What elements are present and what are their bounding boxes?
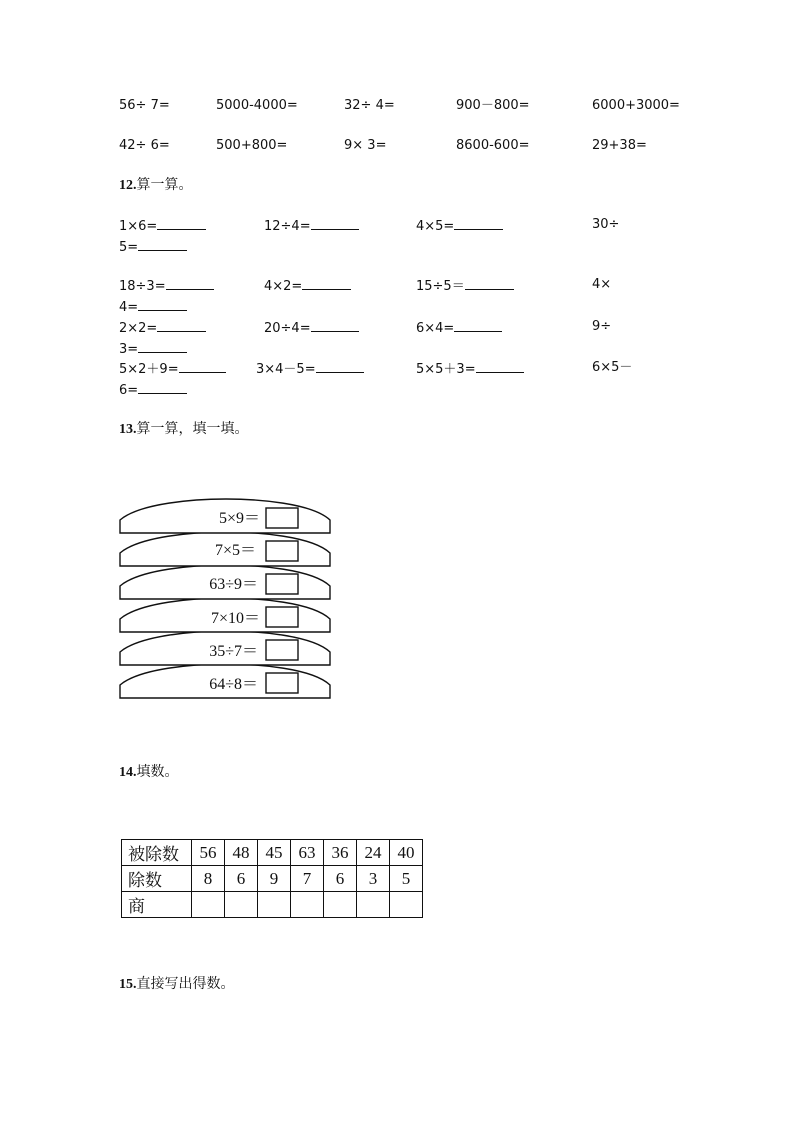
problem-text: 3×4－5= bbox=[256, 362, 316, 377]
quotient-answer-cell[interactable] bbox=[390, 892, 423, 918]
problem-text: 5000-4000= bbox=[216, 98, 298, 113]
question-number: 15. bbox=[119, 977, 137, 992]
answer-box[interactable] bbox=[266, 607, 298, 627]
question-title: 算一算，填一填。 bbox=[136, 421, 249, 437]
row-label: 被除数 bbox=[122, 840, 192, 866]
answer-box[interactable] bbox=[266, 541, 298, 561]
problem-text: 6= bbox=[119, 383, 139, 398]
answer-box[interactable] bbox=[266, 673, 298, 693]
answer-box[interactable] bbox=[266, 640, 298, 660]
dividend-cell: 40 bbox=[390, 840, 423, 866]
problem-text: 5×5＋3= bbox=[416, 362, 476, 377]
row-label: 商 bbox=[122, 892, 192, 918]
answer-box[interactable] bbox=[266, 508, 298, 528]
divisor-cell: 8 bbox=[192, 866, 225, 892]
problem-text: 12÷4= bbox=[264, 219, 311, 234]
dividend-cell: 45 bbox=[258, 840, 291, 866]
problem-text: 500+800= bbox=[216, 138, 288, 153]
problem-text: 3= bbox=[119, 342, 139, 357]
answer-box[interactable] bbox=[266, 574, 298, 594]
problem-text: 20÷4= bbox=[264, 321, 311, 336]
divisor-cell: 9 bbox=[258, 866, 291, 892]
question-title: 直接写出得数。 bbox=[136, 976, 235, 992]
divisor-cell: 3 bbox=[357, 866, 390, 892]
problem-text: 15÷5＝ bbox=[416, 279, 465, 294]
divisor-cell: 6 bbox=[324, 866, 357, 892]
problem-text: 4× bbox=[592, 277, 612, 292]
problem-text: 6×4= bbox=[416, 321, 455, 336]
table-row-dividend bbox=[122, 840, 423, 866]
quotient-answer-cell[interactable] bbox=[324, 892, 357, 918]
problem-text: 5×2＋9= bbox=[119, 362, 179, 377]
quotient-answer-cell[interactable] bbox=[291, 892, 324, 918]
problem-text: 2×2= bbox=[119, 321, 158, 336]
dividend-cell: 36 bbox=[324, 840, 357, 866]
problem-text: 56÷ 7= bbox=[119, 98, 170, 113]
row-label: 除数 bbox=[122, 866, 192, 892]
problem-text: 6×5－ bbox=[592, 360, 633, 375]
problem-text: 9× 3= bbox=[344, 138, 387, 153]
arch-expression: 7×5＝ bbox=[214, 542, 256, 559]
problem-text: 42÷ 6= bbox=[119, 138, 170, 153]
section-14-heading bbox=[119, 764, 179, 781]
dividend-cell: 24 bbox=[357, 840, 390, 866]
problem-text: 8600-600= bbox=[456, 138, 530, 153]
section-15-heading bbox=[119, 976, 235, 993]
problem-text: 5= bbox=[119, 240, 139, 255]
arch-expression: 35÷7＝ bbox=[209, 643, 258, 660]
divisor-cell: 7 bbox=[291, 866, 324, 892]
question-number: 13. bbox=[119, 422, 137, 437]
question-title: 填数。 bbox=[136, 764, 179, 780]
problem-text: 29+38= bbox=[592, 138, 647, 153]
quotient-answer-cell[interactable] bbox=[192, 892, 225, 918]
dividend-cell: 63 bbox=[291, 840, 324, 866]
dividend-cell: 48 bbox=[225, 840, 258, 866]
table-row-quotient bbox=[122, 892, 423, 918]
arch-expression: 63÷9＝ bbox=[209, 576, 258, 593]
quotient-answer-cell[interactable] bbox=[225, 892, 258, 918]
divisor-cell: 5 bbox=[390, 866, 423, 892]
table-row-divisor bbox=[122, 866, 423, 892]
quotient-answer-cell[interactable] bbox=[357, 892, 390, 918]
problem-text: 9÷ bbox=[592, 319, 612, 334]
problem-text: 30÷ bbox=[592, 217, 620, 232]
problem-text: 1×6= bbox=[119, 219, 158, 234]
divisor-cell: 6 bbox=[225, 866, 258, 892]
question-title: 算一算。 bbox=[136, 177, 193, 193]
dividend-cell: 56 bbox=[192, 840, 225, 866]
arch-expression: 64÷8＝ bbox=[209, 676, 258, 693]
problem-text: 18÷3= bbox=[119, 279, 166, 294]
problem-text: 4×5= bbox=[416, 219, 455, 234]
quotient-answer-cell[interactable] bbox=[258, 892, 291, 918]
problem-text: 4×2= bbox=[264, 279, 303, 294]
arch-expression: 7×10＝ bbox=[210, 610, 260, 627]
problem-text: 32÷ 4= bbox=[344, 98, 395, 113]
problem-text: 6000+3000= bbox=[592, 98, 680, 113]
question-number: 12. bbox=[119, 178, 137, 193]
problem-text: 900－800= bbox=[456, 98, 530, 113]
division-table bbox=[121, 839, 423, 918]
question-number: 14. bbox=[119, 765, 137, 780]
problem-text: 4= bbox=[119, 300, 139, 315]
arch-expression: 5×9＝ bbox=[218, 510, 260, 527]
